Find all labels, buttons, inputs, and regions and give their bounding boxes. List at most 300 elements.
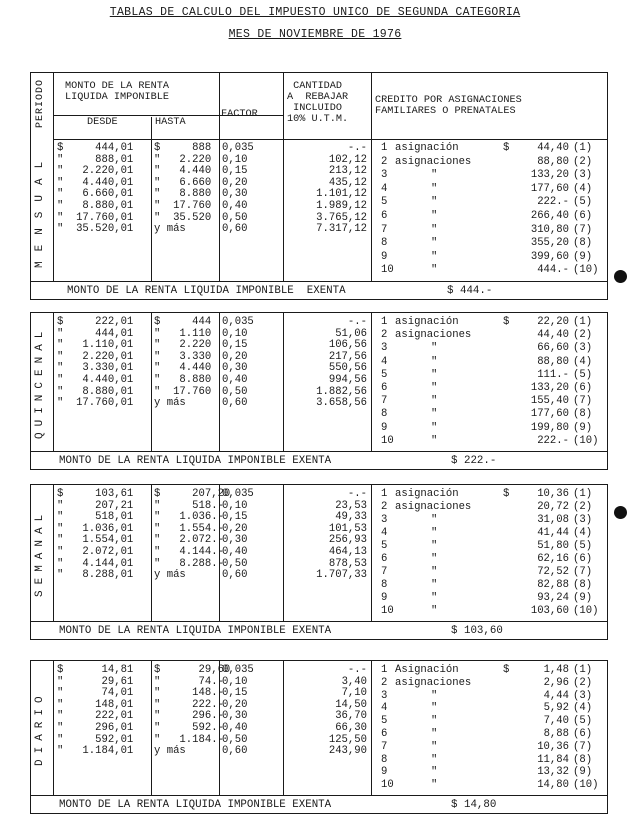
column-divider xyxy=(219,73,220,281)
credit-label: " xyxy=(431,210,438,222)
credit-index: (1) xyxy=(573,664,593,676)
credit-label: " xyxy=(431,689,438,702)
bracket-desde: " 444,01 xyxy=(57,327,134,340)
column-divider xyxy=(151,661,152,795)
factor-header: FACTOR xyxy=(221,109,258,120)
credit-index: (6) xyxy=(573,553,593,565)
credit-label: " xyxy=(431,342,438,355)
bracket-hasta: " 4.440 xyxy=(154,362,212,375)
bracket-cantidad: -.- xyxy=(347,488,367,500)
bracket-factor: 0,50 xyxy=(222,733,248,746)
bracket-hasta: " 74.- xyxy=(154,675,224,688)
bracket-desde: " 29,61 xyxy=(57,675,134,688)
bracket-desde: " 35.520,01 xyxy=(57,223,134,236)
credit-amount: 222.- xyxy=(537,196,569,209)
monto-header: MONTO DE LA RENTA LIQUIDA IMPONIBLE xyxy=(65,81,169,103)
exenta-divider xyxy=(31,621,607,622)
credit-amount: 10,36 xyxy=(537,740,569,753)
credit-amount: 199,80 xyxy=(530,421,569,434)
bracket-desde: " 1.036,01 xyxy=(57,522,134,535)
bracket-factor: 0,035 xyxy=(222,316,254,328)
credit-index: (4) xyxy=(573,182,593,195)
bracket-desde: " 17.760,01 xyxy=(57,211,134,224)
credit-count: 8 xyxy=(381,237,388,250)
credit-label: asignaciones xyxy=(395,501,472,513)
bracket-cantidad: 101,53 xyxy=(328,522,367,535)
exenta-value: $ 222.- xyxy=(451,455,497,467)
credit-index: (7) xyxy=(573,740,593,753)
bracket-desde: $ 444,01 xyxy=(57,142,134,154)
credit-count: 9 xyxy=(381,766,388,779)
credit-index: (10) xyxy=(573,605,599,617)
credit-index: (8) xyxy=(573,408,593,421)
credito-header: CREDITO POR ASIGNACIONES FAMILIARES O PRENATALES xyxy=(375,95,522,117)
bracket-desde: " 2.220,01 xyxy=(57,350,134,363)
bracket-desde: " 4.440,01 xyxy=(57,176,134,189)
bracket-hasta: " 1.184.- xyxy=(154,733,224,746)
credit-index: (10) xyxy=(573,434,599,447)
section-semanal xyxy=(30,484,608,640)
credit-label: " xyxy=(431,434,438,447)
column-divider xyxy=(53,485,54,621)
column-divider xyxy=(371,485,372,621)
credit-count: 3 xyxy=(381,169,388,182)
bracket-desde: " 207,21 xyxy=(57,499,134,512)
bracket-factor: 0,15 xyxy=(222,687,248,700)
credit-label: " xyxy=(431,540,438,552)
hasta-header: HASTA xyxy=(155,117,186,128)
bracket-desde: " 6.660,01 xyxy=(57,188,134,201)
bracket-desde: " 2.072,01 xyxy=(57,546,134,558)
bracket-desde: $ 14,81 xyxy=(57,664,134,676)
credit-label: asignaciones xyxy=(395,329,472,342)
exenta-label: MONTO DE LA RENTA LIQUIDA IMPONIBLE EXENTA xyxy=(59,455,332,467)
bracket-desde: " 1.184,01 xyxy=(57,745,134,758)
credit-amount: 399,60 xyxy=(530,250,569,263)
credit-count: 8 xyxy=(381,753,388,766)
bracket-hasta: $ 29,60 xyxy=(154,664,231,676)
bracket-cantidad: 49,33 xyxy=(335,511,367,524)
credit-amount: 11,84 xyxy=(537,753,569,766)
bracket-hasta: $ 444 xyxy=(154,316,212,328)
credit-count: 3 xyxy=(381,689,388,702)
credit-index: (7) xyxy=(573,395,593,408)
exenta-divider xyxy=(31,451,607,452)
credit-label: " xyxy=(431,605,438,617)
column-divider xyxy=(371,313,372,451)
bracket-factor: 0,15 xyxy=(222,339,248,352)
bracket-cantidad: 878,53 xyxy=(328,557,367,570)
bracket-cantidad: 1.707,33 xyxy=(316,569,367,582)
credit-count: 5 xyxy=(381,196,388,209)
credit-count: 6 xyxy=(381,553,388,565)
credit-currency: $ xyxy=(503,488,510,500)
credit-amount: 2,96 xyxy=(543,676,569,689)
bracket-desde: " 74,01 xyxy=(57,687,134,700)
credit-count: 5 xyxy=(381,368,388,381)
column-divider xyxy=(151,313,152,451)
bracket-desde: " 17.760,01 xyxy=(57,397,134,410)
bracket-factor: 0,20 xyxy=(222,522,248,535)
bracket-factor: 0,20 xyxy=(222,350,248,363)
credit-count: 10 xyxy=(381,779,394,792)
credit-index: (10) xyxy=(573,779,599,792)
credit-amount: 4,44 xyxy=(543,689,569,702)
bracket-hasta: " 148.- xyxy=(154,687,224,700)
section-mensual xyxy=(30,72,608,300)
credit-label: asignaciones xyxy=(395,155,472,168)
credit-label: " xyxy=(431,514,438,526)
exenta-value: $ 103,60 xyxy=(451,625,503,637)
bracket-factor: 0,30 xyxy=(222,534,248,547)
credit-count: 2 xyxy=(381,676,388,689)
bracket-cantidad: 3,40 xyxy=(341,675,367,688)
bracket-cantidad: 1.989,12 xyxy=(316,200,367,212)
bracket-desde: $ 222,01 xyxy=(57,316,134,328)
bracket-cantidad: 256,93 xyxy=(328,534,367,547)
bracket-cantidad: 3.658,56 xyxy=(316,397,367,410)
credit-label: " xyxy=(431,715,438,728)
bracket-cantidad: -.- xyxy=(347,664,367,676)
bracket-cantidad: 7,10 xyxy=(341,687,367,700)
credit-count: 7 xyxy=(381,566,388,578)
column-divider xyxy=(53,313,54,451)
bracket-factor: 0,40 xyxy=(222,200,248,212)
bracket-hasta: " 6.660 xyxy=(154,176,212,189)
periodo-header: PERIODO xyxy=(35,79,46,129)
bracket-factor: 0,60 xyxy=(222,569,248,582)
exenta-label: MONTO DE LA RENTA LIQUIDA IMPONIBLE EXENTA xyxy=(59,625,332,637)
credit-count: 9 xyxy=(381,421,388,434)
column-divider xyxy=(371,73,372,281)
bracket-factor: 0,60 xyxy=(222,745,248,758)
credit-label: " xyxy=(431,382,438,394)
credit-index: (8) xyxy=(573,579,593,591)
bracket-hasta: " 17.760 xyxy=(154,385,212,398)
bracket-desde: $ 103,61 xyxy=(57,488,134,500)
bracket-cantidad: 994,56 xyxy=(328,374,367,386)
credit-count: 8 xyxy=(381,579,388,591)
credit-index: (4) xyxy=(573,702,593,715)
credit-count: 10 xyxy=(381,434,394,447)
bracket-hasta: " 8.880 xyxy=(154,188,212,201)
bracket-factor: 0,035 xyxy=(222,488,254,500)
credit-label: " xyxy=(431,566,438,578)
credit-index: (3) xyxy=(573,342,593,355)
credit-label: " xyxy=(431,702,438,715)
credit-label: " xyxy=(431,579,438,591)
credit-amount: 310,80 xyxy=(530,223,569,236)
bracket-desde: " 8.880,01 xyxy=(57,385,134,398)
bracket-hasta: " 2.220 xyxy=(154,339,212,352)
credit-index: (8) xyxy=(573,753,593,766)
bracket-desde: " 1.554,01 xyxy=(57,534,134,547)
bracket-cantidad: 1.882,56 xyxy=(316,385,367,398)
credit-label: " xyxy=(431,740,438,753)
exenta-value: $ 14,80 xyxy=(451,799,497,811)
credit-amount: 1,48 xyxy=(543,664,569,676)
bracket-cantidad: 435,12 xyxy=(328,176,367,189)
credit-label: asignación xyxy=(395,142,459,154)
bracket-factor: 0,10 xyxy=(222,327,248,340)
bracket-hasta: y más xyxy=(154,397,186,410)
credit-count: 5 xyxy=(381,540,388,552)
credit-count: 4 xyxy=(381,527,388,539)
bracket-cantidad: 550,56 xyxy=(328,362,367,375)
credit-amount: 62,16 xyxy=(537,553,569,565)
credit-count: 4 xyxy=(381,355,388,368)
credit-index: (9) xyxy=(573,421,593,434)
credit-count: 7 xyxy=(381,395,388,408)
cantidad-header: CANTIDAD A REBAJAR INCLUIDO 10% U.T.M. xyxy=(287,81,349,125)
credit-label: asignaciones xyxy=(395,676,472,689)
bracket-cantidad: -.- xyxy=(347,142,367,154)
bracket-factor: 0,15 xyxy=(222,165,248,178)
credit-index: (10) xyxy=(573,264,599,277)
bracket-desde: " 148,01 xyxy=(57,698,134,711)
desde-header: DESDE xyxy=(87,117,118,128)
bracket-hasta: " 296.- xyxy=(154,710,224,723)
credit-count: 6 xyxy=(381,210,388,222)
column-divider xyxy=(53,661,54,795)
bracket-factor: 0,40 xyxy=(222,374,248,386)
credit-index: (6) xyxy=(573,728,593,740)
bracket-factor: 0,30 xyxy=(222,188,248,201)
punch-hole-dot xyxy=(614,506,627,519)
credit-currency: $ xyxy=(503,142,510,154)
bracket-desde: " 4.440,01 xyxy=(57,374,134,386)
credit-amount: 82,88 xyxy=(537,579,569,591)
exenta-value: $ 444.- xyxy=(447,285,493,297)
credit-count: 1 xyxy=(381,664,388,676)
bracket-desde: " 1.110,01 xyxy=(57,339,134,352)
credit-label: " xyxy=(431,355,438,368)
credit-amount: 14,80 xyxy=(537,779,569,792)
bracket-hasta: y más xyxy=(154,569,186,582)
column-divider xyxy=(283,313,284,451)
credit-amount: 103,60 xyxy=(530,605,569,617)
period-label: QUINCENAL xyxy=(34,325,46,439)
credit-label: " xyxy=(431,395,438,408)
credit-amount: 111.- xyxy=(537,368,569,381)
bracket-hasta: " 222.- xyxy=(154,698,224,711)
bracket-factor: 0,10 xyxy=(222,153,248,166)
credit-index: (1) xyxy=(573,316,593,328)
credit-label: " xyxy=(431,250,438,263)
bracket-desde: " 296,01 xyxy=(57,722,134,734)
credit-amount: 177,60 xyxy=(530,408,569,421)
credit-amount: 72,52 xyxy=(537,566,569,578)
credit-index: (3) xyxy=(573,514,593,526)
column-divider xyxy=(151,485,152,621)
bracket-factor: 0,20 xyxy=(222,698,248,711)
credit-index: (9) xyxy=(573,250,593,263)
credit-amount: 20,72 xyxy=(537,501,569,513)
bracket-cantidad: 243,90 xyxy=(328,745,367,758)
credit-index: (4) xyxy=(573,355,593,368)
credit-label: " xyxy=(431,237,438,250)
credit-amount: 222.- xyxy=(537,434,569,447)
credit-amount: 7,40 xyxy=(543,715,569,728)
credit-amount: 13,32 xyxy=(537,766,569,779)
credit-label: " xyxy=(431,766,438,779)
bracket-desde: " 518,01 xyxy=(57,511,134,524)
bracket-cantidad: 464,13 xyxy=(328,546,367,558)
period-label: DIARIO xyxy=(34,690,46,766)
credit-label: " xyxy=(431,408,438,421)
credit-index: (2) xyxy=(573,329,593,342)
credit-amount: 177,60 xyxy=(530,182,569,195)
credit-label: " xyxy=(431,182,438,195)
bracket-desde: " 888,01 xyxy=(57,153,134,166)
credit-label: asignación xyxy=(395,316,459,328)
credit-currency: $ xyxy=(503,664,510,676)
credit-label: " xyxy=(431,223,438,236)
credit-amount: 44,40 xyxy=(537,329,569,342)
exenta-label: MONTO DE LA RENTA LIQUIDA IMPONIBLE EXENTA xyxy=(59,799,332,811)
credit-index: (2) xyxy=(573,676,593,689)
column-divider xyxy=(283,73,284,281)
bracket-hasta: y más xyxy=(154,223,186,236)
credit-amount: 66,60 xyxy=(537,342,569,355)
credit-count: 7 xyxy=(381,223,388,236)
credit-count: 10 xyxy=(381,264,394,277)
credit-amount: 41,44 xyxy=(537,527,569,539)
bracket-cantidad: 125,50 xyxy=(328,733,367,746)
credit-amount: 93,24 xyxy=(537,592,569,604)
credit-count: 1 xyxy=(381,488,388,500)
credit-count: 9 xyxy=(381,592,388,604)
credit-amount: 133,20 xyxy=(530,169,569,182)
credit-label: " xyxy=(431,779,438,792)
bracket-factor: 0,40 xyxy=(222,546,248,558)
bracket-hasta: " 35.520 xyxy=(154,211,212,224)
bracket-desde: " 8.880,01 xyxy=(57,200,134,212)
credit-index: (6) xyxy=(573,210,593,222)
bracket-factor: 0,30 xyxy=(222,710,248,723)
credit-amount: 31,08 xyxy=(537,514,569,526)
credit-index: (9) xyxy=(573,766,593,779)
credit-label: Asignación xyxy=(395,664,459,676)
bracket-cantidad: 1.101,12 xyxy=(316,188,367,201)
credit-amount: 266,40 xyxy=(530,210,569,222)
credit-count: 7 xyxy=(381,740,388,753)
bracket-desde: " 8.288,01 xyxy=(57,569,134,582)
credit-count: 3 xyxy=(381,342,388,355)
bracket-hasta: " 1.036.- xyxy=(154,511,224,524)
bracket-factor: 0,20 xyxy=(222,176,248,189)
bracket-cantidad: 7.317,12 xyxy=(316,223,367,236)
credit-amount: 444.- xyxy=(537,264,569,277)
period-label: SEMANAL xyxy=(34,508,46,598)
credit-count: 6 xyxy=(381,728,388,740)
bracket-cantidad: 102,12 xyxy=(328,153,367,166)
credit-count: 1 xyxy=(381,316,388,328)
bracket-cantidad: 36,70 xyxy=(335,710,367,723)
bracket-cantidad: 3.765,12 xyxy=(316,211,367,224)
credit-index: (4) xyxy=(573,527,593,539)
bracket-factor: 0,50 xyxy=(222,385,248,398)
bracket-desde: " 222,01 xyxy=(57,710,134,723)
credit-label: " xyxy=(431,728,438,740)
bracket-factor: 0,10 xyxy=(222,675,248,688)
section-quincenal xyxy=(30,312,608,470)
credit-label: " xyxy=(431,527,438,539)
credit-count: 4 xyxy=(381,182,388,195)
bracket-hasta: " 17.760 xyxy=(154,200,212,212)
credit-index: (2) xyxy=(573,155,593,168)
credit-index: (7) xyxy=(573,223,593,236)
bracket-factor: 0,30 xyxy=(222,362,248,375)
column-divider xyxy=(283,485,284,621)
bracket-hasta: " 8.880 xyxy=(154,374,212,386)
bracket-hasta: " 1.110 xyxy=(154,327,212,340)
column-divider xyxy=(283,661,284,795)
credit-index: (5) xyxy=(573,540,593,552)
bracket-cantidad: 51,06 xyxy=(335,327,367,340)
credit-amount: 133,20 xyxy=(530,382,569,394)
bracket-cantidad: 14,50 xyxy=(335,698,367,711)
section-diario xyxy=(30,660,608,814)
bracket-hasta: " 4.144.- xyxy=(154,546,224,558)
bracket-cantidad: 213,12 xyxy=(328,165,367,178)
credit-amount: 44,40 xyxy=(537,142,569,154)
period-label: MENSUAL xyxy=(34,151,46,269)
credit-count: 1 xyxy=(381,142,388,154)
exenta-divider xyxy=(31,281,607,282)
credit-index: (3) xyxy=(573,689,593,702)
credit-label: " xyxy=(431,368,438,381)
bracket-factor: 0,035 xyxy=(222,142,254,154)
credit-count: 2 xyxy=(381,155,388,168)
credit-amount: 51,80 xyxy=(537,540,569,552)
credit-count: 2 xyxy=(381,501,388,513)
bracket-hasta: " 592.- xyxy=(154,722,224,734)
bracket-factor: 0,50 xyxy=(222,557,248,570)
credit-label: " xyxy=(431,196,438,209)
credit-count: 8 xyxy=(381,408,388,421)
credit-amount: 155,40 xyxy=(530,395,569,408)
credit-label: " xyxy=(431,264,438,277)
credit-count: 6 xyxy=(381,382,388,394)
bracket-cantidad: 66,30 xyxy=(335,722,367,734)
bracket-hasta: " 2.072.- xyxy=(154,534,224,547)
exenta-label: MONTO DE LA RENTA LIQUIDA IMPONIBLE EXENTA xyxy=(67,285,346,297)
credit-amount: 22,20 xyxy=(537,316,569,328)
bracket-hasta: " 2.220 xyxy=(154,153,212,166)
credit-index: (6) xyxy=(573,382,593,394)
punch-hole-dot xyxy=(614,270,627,283)
exenta-divider xyxy=(31,795,607,796)
credit-label: " xyxy=(431,169,438,182)
credit-index: (8) xyxy=(573,237,593,250)
bracket-hasta: " 3.330 xyxy=(154,350,212,363)
bracket-hasta: $ 207,20 xyxy=(154,488,231,500)
credit-amount: 8,88 xyxy=(543,728,569,740)
bracket-hasta: y más xyxy=(154,745,186,758)
document-title: TABLAS DE CALCULO DEL IMPUESTO UNICO DE SEGUNDA CATEGORIA xyxy=(109,6,521,19)
bracket-hasta: " 8.288.- xyxy=(154,557,224,570)
bracket-factor: 0,60 xyxy=(222,397,248,410)
credit-amount: 355,20 xyxy=(530,237,569,250)
credit-index: (1) xyxy=(573,488,593,500)
bracket-factor: 0,40 xyxy=(222,722,248,734)
credit-index: (3) xyxy=(573,169,593,182)
bracket-factor: 0,10 xyxy=(222,499,248,512)
column-divider xyxy=(151,117,152,281)
bracket-desde: " 2.220,01 xyxy=(57,165,134,178)
credit-label: asignación xyxy=(395,488,459,500)
